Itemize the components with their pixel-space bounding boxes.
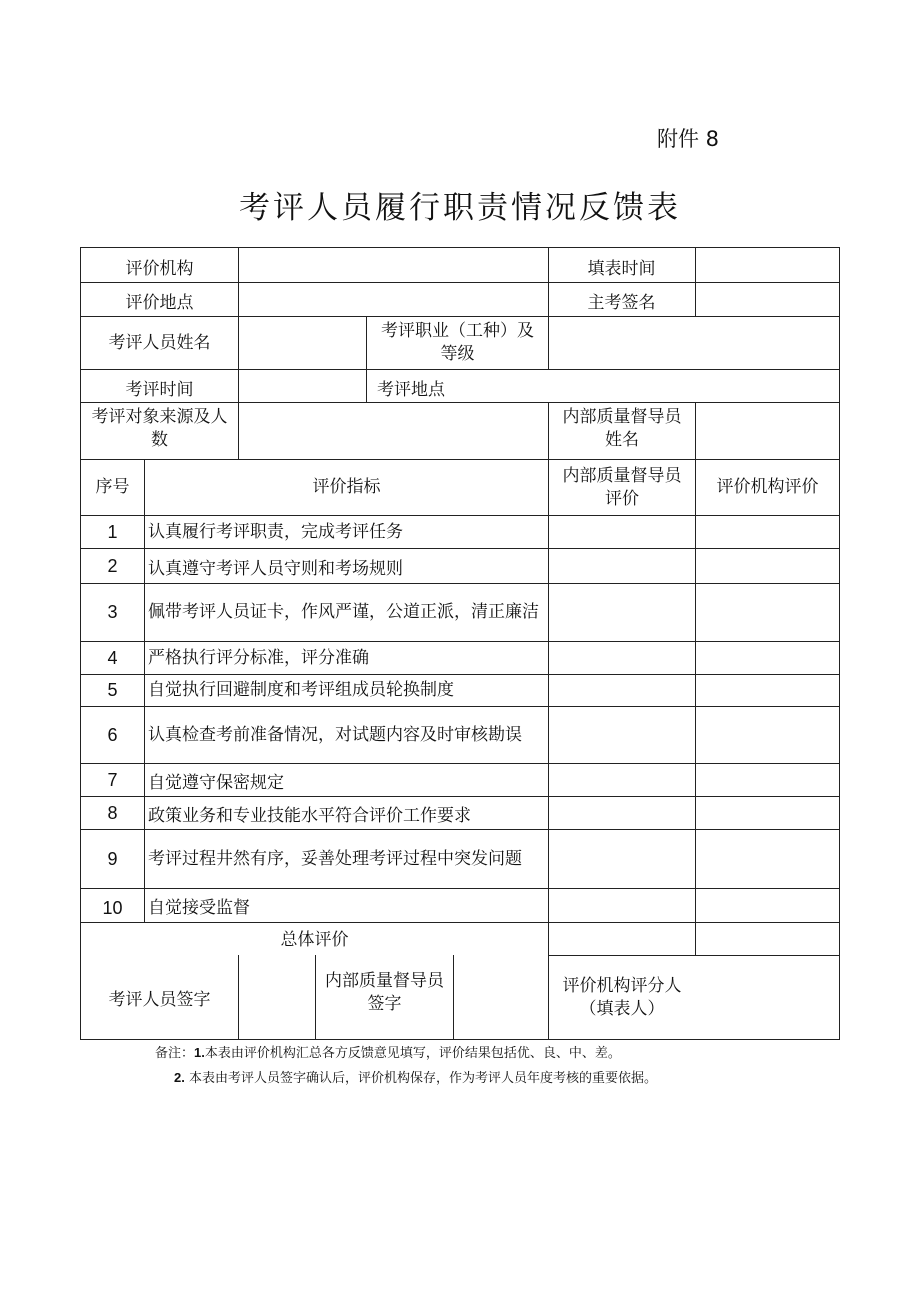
col-indicator-header: 评价指标 (312, 477, 381, 497)
table-border-bottom (80, 1039, 840, 1040)
row-indicator: 自觉接受监督 (148, 898, 250, 918)
col-line (238, 955, 239, 1040)
note-2-text: 本表由考评人员签字确认后，评价机构保存，作为考评人员年度考核的重要依据。 (188, 1071, 657, 1086)
table-border-right (839, 247, 840, 1040)
row-indicator: 严格执行评分标准，评分准确 (148, 647, 369, 668)
note-2-number: 2. (174, 1070, 185, 1085)
row-no: 3 (107, 602, 118, 622)
row-no: 4 (107, 647, 118, 668)
occupation-label: 考评职业（工种）及等级 (381, 321, 534, 364)
note-1-number: 1. (194, 1045, 205, 1060)
row-no: 9 (107, 848, 118, 869)
scorer-label: 评价机构评分人（填表人） (562, 975, 682, 1019)
examiner-name-label: 考评人员姓名 (108, 332, 211, 353)
form-title: 考评人员履行职责情况反馈表 (239, 190, 681, 226)
row-no: 1 (107, 521, 118, 542)
col-line (695, 247, 696, 317)
notes-prefix: 备注： (155, 1046, 195, 1061)
row-no: 10 (102, 898, 123, 918)
col-line (238, 247, 239, 460)
row-indicator: 认真检查考前准备情况，对试题内容及时审核勘误 (148, 724, 522, 745)
row-indicator: 佩带考评人员证卡，作风严谨，公道正派，清正廉洁 (148, 602, 539, 622)
attachment-label: 附件 8 (657, 127, 720, 151)
col-supervisor-eval-header: 内部质量督导员评价 (562, 465, 682, 509)
chief-sign-label: 主考签名 (587, 293, 656, 313)
fill-time-label: 填表时间 (587, 258, 656, 279)
row-no: 2 (107, 555, 118, 576)
col-line (453, 955, 454, 1040)
row-no: 8 (107, 802, 118, 823)
row-indicator: 认真遵守考评人员守则和考场规则 (148, 558, 403, 579)
row-no: 5 (107, 680, 118, 700)
row-indicator: 政策业务和专业技能水平符合评价工作要求 (148, 805, 471, 826)
note-1 (155, 1043, 621, 1064)
supervisor-sign-label: 内部质量督导员签字 (325, 970, 444, 1014)
overall-label: 总体评价 (280, 929, 349, 950)
col-no-header: 序号 (95, 477, 130, 497)
note-1-text: 本表由评价机构汇总各方反馈意见填写，评价结果包括优、良、中、差。 (204, 1046, 621, 1061)
examiner-sign-label: 考评人员签字 (108, 990, 211, 1010)
col-org-eval-header: 评价机构评价 (716, 477, 819, 497)
place-label: 评价地点 (125, 293, 194, 313)
row-indicator: 认真履行考评职责，完成考评任务 (148, 521, 403, 542)
row-no: 6 (107, 724, 118, 745)
org-label: 评价机构 (125, 258, 194, 279)
row-indicator: 考评过程井然有序，妥善处理考评过程中突发问题 (148, 848, 522, 869)
row-no: 7 (107, 769, 118, 790)
exam-time-label: 考评时间 (125, 379, 194, 400)
source-label: 考评对象来源及人数 (91, 407, 228, 450)
note-2 (174, 1068, 657, 1089)
row-indicator: 自觉执行回避制度和考评组成员轮换制度 (148, 680, 454, 700)
supervisor-name-label: 内部质量督导员姓名 (562, 407, 682, 450)
exam-place-label: 考评地点 (377, 379, 445, 400)
row-indicator: 自觉遵守保密规定 (148, 772, 284, 793)
